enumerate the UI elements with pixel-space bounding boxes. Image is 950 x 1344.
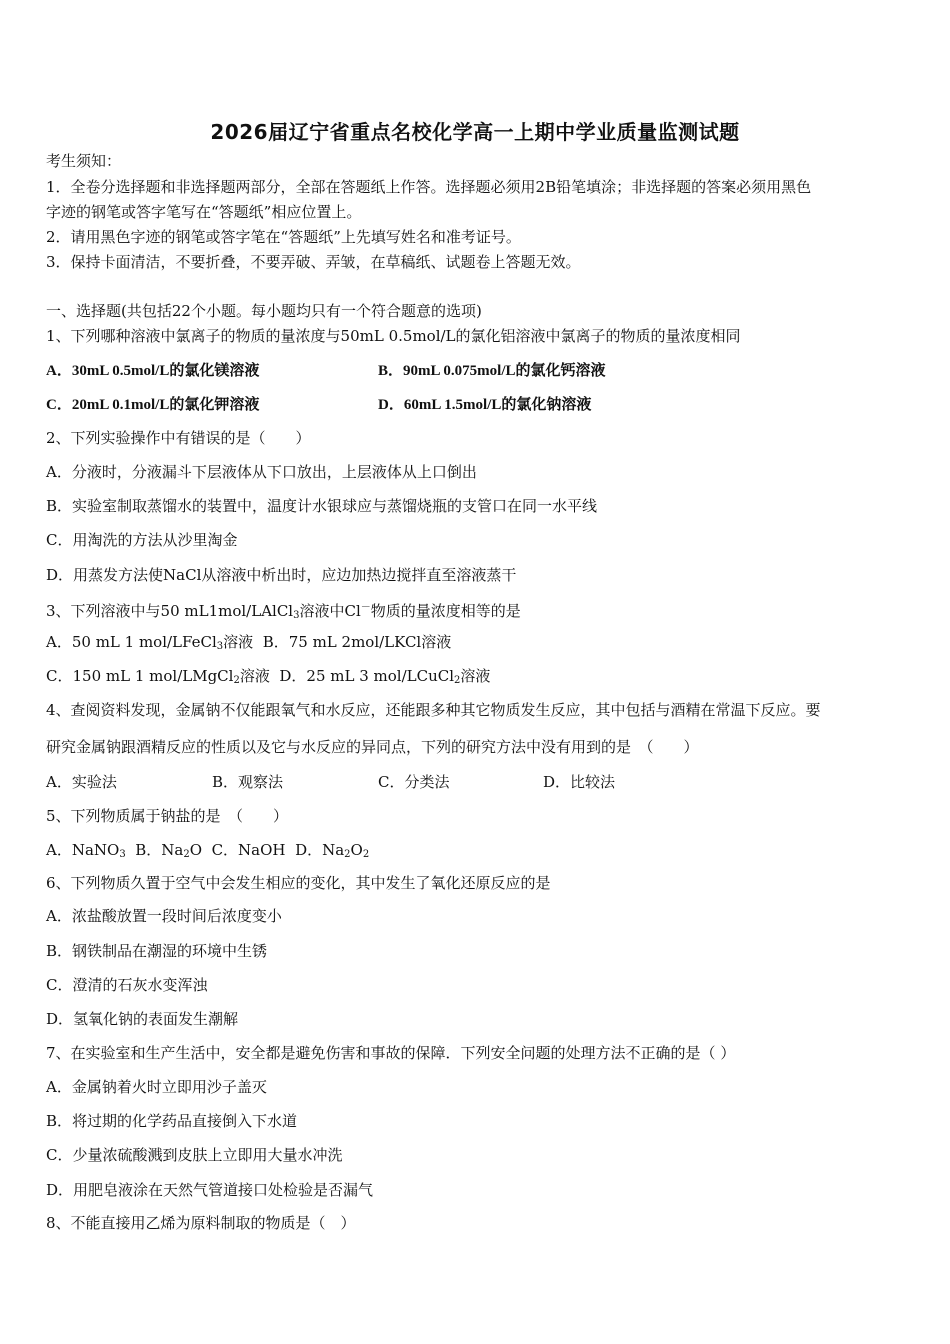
q6-option-d: D．氢氧化钠的表面发生潮解 [46, 1010, 239, 1028]
section-heading: 一、选择题(共包括22个小题。每小题均只有一个符合题意的选项) [46, 302, 482, 320]
q4-stem-line2: 研究金属钠跟酒精反应的性质以及它与水反应的异同点，下列的研究方法中没有用到的是 （ ） [46, 738, 699, 756]
notice-item-2: 2．请用黑色字迹的钢笔或答字笔在“答题纸”上先填写姓名和准考证号。 [46, 228, 521, 246]
notice-heading: 考生须知： [46, 152, 122, 170]
q3-options-ab [46, 632, 451, 657]
q5-option-a: A．NaNO$_3$ [46, 841, 126, 860]
q3-stem: 3、下列溶液中与50 mL1mol/LAlCl$_3$溶液中Cl－物质的量浓度相等的是 [46, 602, 521, 621]
notice-item-3: 3．保持卡面清洁，不要折叠，不要弄破、弄皱，在草稿纸、试题卷上答题无效。 [46, 253, 581, 271]
q7-option-d: D．用肥皂液涂在天然气管道接口处检验是否漏气 [46, 1181, 374, 1199]
q4-option-b: B．观察法 [212, 773, 284, 791]
page-title: 2026届辽宁省重点名校化学高一上期中学业质量监测试题 [210, 120, 740, 144]
q7-stem: 7、在实验室和生产生活中，安全都是避免伤害和事故的保障．下列安全问题的处理方法不正确的是（ ） [46, 1044, 736, 1062]
q1-stem: 1、下列哪种溶液中氯离子的物质的量浓度与50mL 0.5mol/L的氯化铝溶液中氯离子的物质的量浓度相同 [46, 327, 741, 345]
q3-option-a: A．50 mL 1 mol/LFeCl$_3$溶液 [46, 633, 254, 652]
q7-option-c: C．少量浓硫酸溅到皮肤上立即用大量水冲洗 [46, 1146, 343, 1164]
q2-option-c: C．用淘洗的方法从沙里淘金 [46, 531, 238, 549]
q7-option-a: A．金属钠着火时立即用沙子盖灭 [46, 1078, 267, 1096]
q3-options-cd [46, 666, 490, 691]
q6-stem: 6、下列物质久置于空气中会发生相应的变化，其中发生了氧化还原反应的是 [46, 874, 551, 892]
q3-option-d: D．25 mL 3 mol/LCuCl$_2$溶液 [279, 667, 491, 686]
q4-option-a: A．实验法 [46, 773, 117, 791]
q2-option-b: B．实验室制取蒸馏水的装置中，温度计水银球应与蒸馏烧瓶的支管口在同一水平线 [46, 497, 598, 515]
q3-option-b: B．75 mL 2mol/LKCl溶液 [262, 633, 452, 651]
q4-option-c: C．分类法 [378, 773, 450, 791]
q5-options [46, 840, 369, 865]
notice-item-1-cont: 字迹的钢笔或答字笔写在“答题纸”相应位置上。 [46, 203, 362, 221]
q3-option-c: C．150 mL 1 mol/LMgCl$_2$溶液 [46, 667, 270, 686]
notice-item-1: 1．全卷分选择题和非选择题两部分，全部在答题纸上作答。选择题必须用2B铅笔填涂；非选择题的答案必须用黑色 [46, 178, 812, 196]
q6-option-a: A．浓盐酸放置一段时间后浓度变小 [46, 907, 282, 925]
q7-option-b: B．将过期的化学药品直接倒入下水道 [46, 1112, 298, 1130]
q2-option-a: A．分液时，分液漏斗下层液体从下口放出，上层液体从上口倒出 [46, 463, 477, 481]
q1-option-b: B．90mL 0.075mol/L的氯化钙溶液 [378, 363, 606, 379]
q4-option-d: D．比较法 [543, 773, 616, 791]
q6-option-b: B．钢铁制品在潮湿的环境中生锈 [46, 942, 268, 960]
q4-stem-line1: 4、查阅资料发现，金属钠不仅能跟氧气和水反应，还能跟多种其它物质发生反应，其中包括与酒精在常温下反应。要 [46, 701, 821, 719]
q1-option-c: C．20mL 0.1mol/L的氯化钾溶液 [46, 397, 260, 413]
q5-option-b: B．$Na_2O$ [135, 841, 203, 860]
q5-option-c: C．NaOH [211, 841, 286, 859]
q1-option-d: D．60mL 1.5mol/L的氯化钠溶液 [378, 397, 592, 413]
q8-stem: 8、不能直接用乙烯为原料制取的物质是（ ） [46, 1214, 356, 1232]
q5-option-d: D．$Na_2O_2$ [295, 841, 370, 860]
q2-stem: 2、下列实验操作中有错误的是（ ） [46, 429, 311, 447]
q6-option-c: C．澄清的石灰水变浑浊 [46, 976, 208, 994]
q1-option-a: A．30mL 0.5mol/L的氯化镁溶液 [46, 363, 260, 379]
q5-stem: 5、下列物质属于钠盐的是 （ ） [46, 807, 289, 825]
q2-option-d: D．用蒸发方法使NaCl从溶液中析出时，应边加热边搅拌直至溶液蒸干 [46, 566, 517, 584]
